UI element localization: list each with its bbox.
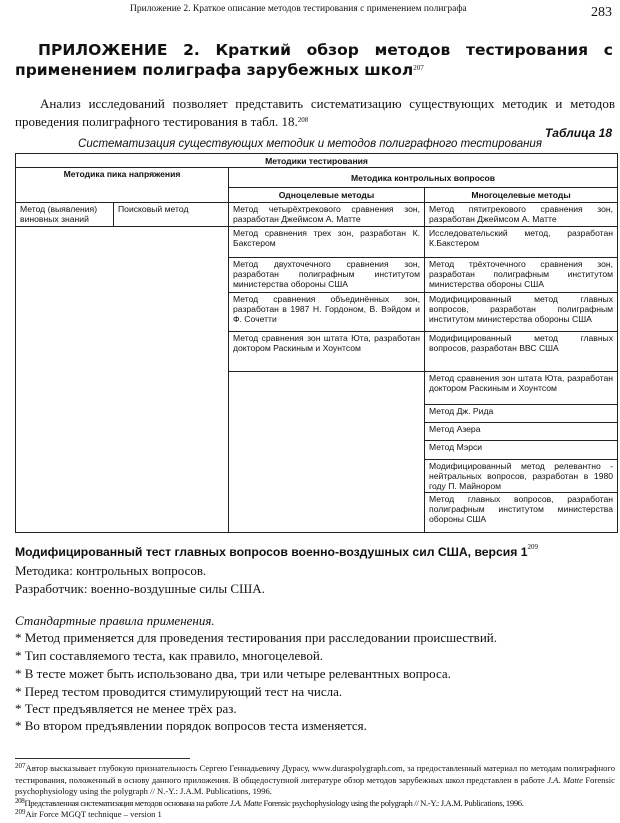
footnote-text: Forensic psychophysiology using the polygraph // N.-Y.: J.A.M. Publications, 1996.: [261, 797, 524, 808]
table-cell: Поисковый метод: [114, 203, 229, 227]
intro-paragraph: [15, 95, 615, 131]
section-heading-text: Модифицированный тест главных вопросов военно-воздушных сил США, версия 1: [15, 545, 528, 559]
footnote-text: Forensic psychophysiology using the polygraph // N.-Y.: J.A.M. Publications, 1996.: [15, 774, 615, 796]
footnote-number: 208: [15, 796, 25, 805]
section-heading: [15, 545, 538, 559]
rule-item: * Метод применяется для проведения тестирования при расследовании происшествий.: [15, 630, 497, 645]
table-cell: Метод трёхточечного сравнения зон, разработан полиграфным институтом министерства обороны США: [425, 258, 618, 293]
rules-heading: Стандартные правила применения.: [15, 613, 215, 628]
footnote-207: [15, 763, 615, 798]
table-cell: Метод главных вопросов, разработан полиграфным институтом министерства обороны США: [425, 493, 618, 533]
footnotes: [15, 763, 615, 821]
footnote-text: Автор высказывает глубокую признательность Сергею Геннадьевичу Дурасу, www.duraspolygraph.com, за предоставленный материал по методам полиграфного тестирования, положенный в основу данного приложения. В общедоступной литературе обзор методов зарубежных школ представлен в работе: [15, 763, 615, 785]
table-cell: Метод Мэрси: [425, 441, 618, 460]
title-text: применением полиграфа зарубежных школ: [15, 61, 414, 79]
header-multi: Многоцелевые методы: [425, 188, 618, 203]
header-control: Методика контрольных вопросов: [229, 168, 618, 188]
footnote-ref[interactable]: 208: [297, 116, 309, 124]
table-cell: Метод сравнения зон штата Юта, разработан доктором Раскиным и Хоунтсом: [229, 332, 425, 372]
footnote-209: [15, 809, 615, 821]
footnote-author: J.A. Matte: [547, 774, 583, 785]
empty-cell: [16, 227, 229, 533]
footnote-ref[interactable]: 209: [527, 543, 539, 551]
footnote-text: Air Force MGQT technique – version 1: [25, 809, 162, 819]
rule-item: * Тип составляемого теста, как правило, многоцелевой.: [15, 648, 324, 663]
table-cell: Метод сравнения трех зон, разработан К. Бакстером: [229, 227, 425, 258]
footnote-divider: [15, 758, 190, 759]
table-cell: Исследовательский метод, разработан К.Бакстером: [425, 227, 618, 258]
table-cell: Метод сравнения объединённых зон, разработан в 1987 Н. Гордоном, В. Вэйдом и Ф. Сочетти: [229, 293, 425, 332]
table-cell: Модифицированный метод главных вопросов, разработан ВВС США: [425, 332, 618, 372]
page-number: 283: [591, 5, 612, 20]
rule-item: * В тесте может быть использовано два, три или четыре релевантных вопроса.: [15, 666, 451, 681]
footnote-ref[interactable]: 207: [413, 64, 424, 72]
table-cell: Метод (выявления) виновных знаний: [16, 203, 114, 227]
footnote-number: 207: [15, 762, 26, 770]
footnote-text: Представленная систематизация методов основана на работе: [24, 797, 230, 808]
rule-item: * Перед тестом проводится стимулирующий тест на числа.: [15, 684, 343, 699]
table-cell: Модифицированный метод релевантно - нейтральных вопросов, разработан в 1980 году П. Майнором: [425, 460, 618, 493]
table-cell: Метод пятитрекового сравнения зон, разработан Джеймсом А. Матте: [425, 203, 618, 227]
empty-cell: [229, 372, 425, 533]
footnote-208: [15, 798, 615, 810]
page-title-line2: [15, 60, 424, 80]
rule-item: * Во втором предъявлении порядок вопросов теста изменяется.: [15, 718, 367, 733]
intro-text: Анализ исследований позволяет представить систематизацию существующих методик и методов проведения полиграфного тестирования в табл. 18.: [15, 96, 615, 129]
table-cell: Метод Дж. Рида: [425, 405, 618, 423]
method-line: Методика: контрольных вопросов.: [15, 563, 207, 578]
running-header: Приложение 2. Краткое описание методов тестирования с применением полиграфа: [130, 4, 467, 14]
developer-line: Разработчик: военно-воздушные силы США.: [15, 581, 265, 596]
footnote-number: 209: [15, 808, 26, 816]
table-cell: Метод двухточечного сравнения зон, разработан полиграфным институтом министерства обороны США: [229, 258, 425, 293]
table-caption: Систематизация существующих методик и методов полиграфного тестирования: [78, 138, 542, 150]
rule-item: * Тест предъявляется не менее трёх раз.: [15, 701, 237, 716]
methods-table: [15, 153, 618, 533]
page-title-line1: ПРИЛОЖЕНИЕ 2. Краткий обзор методов тестирования с: [38, 41, 613, 59]
table-cell: Метод четырёхтрекового сравнения зон, разработан Джеймсом А. Матте: [229, 203, 425, 227]
table-cell: Модифицированный метод главных вопросов, разработан полиграфным институтом министерства обороны США: [425, 293, 618, 332]
table-number: Таблица 18: [544, 126, 612, 140]
header-single: Одноцелевые методы: [229, 188, 425, 203]
table-cell: Метод Азера: [425, 423, 618, 441]
header-methods: Методики тестирования: [16, 154, 618, 168]
footnote-author: J.A. Matte: [229, 797, 262, 808]
table-cell: Метод сравнения зон штата Юта, разработан доктором Раскиным и Хоунтсом: [425, 372, 618, 405]
header-peak: Методика пика напряжения: [16, 168, 229, 203]
